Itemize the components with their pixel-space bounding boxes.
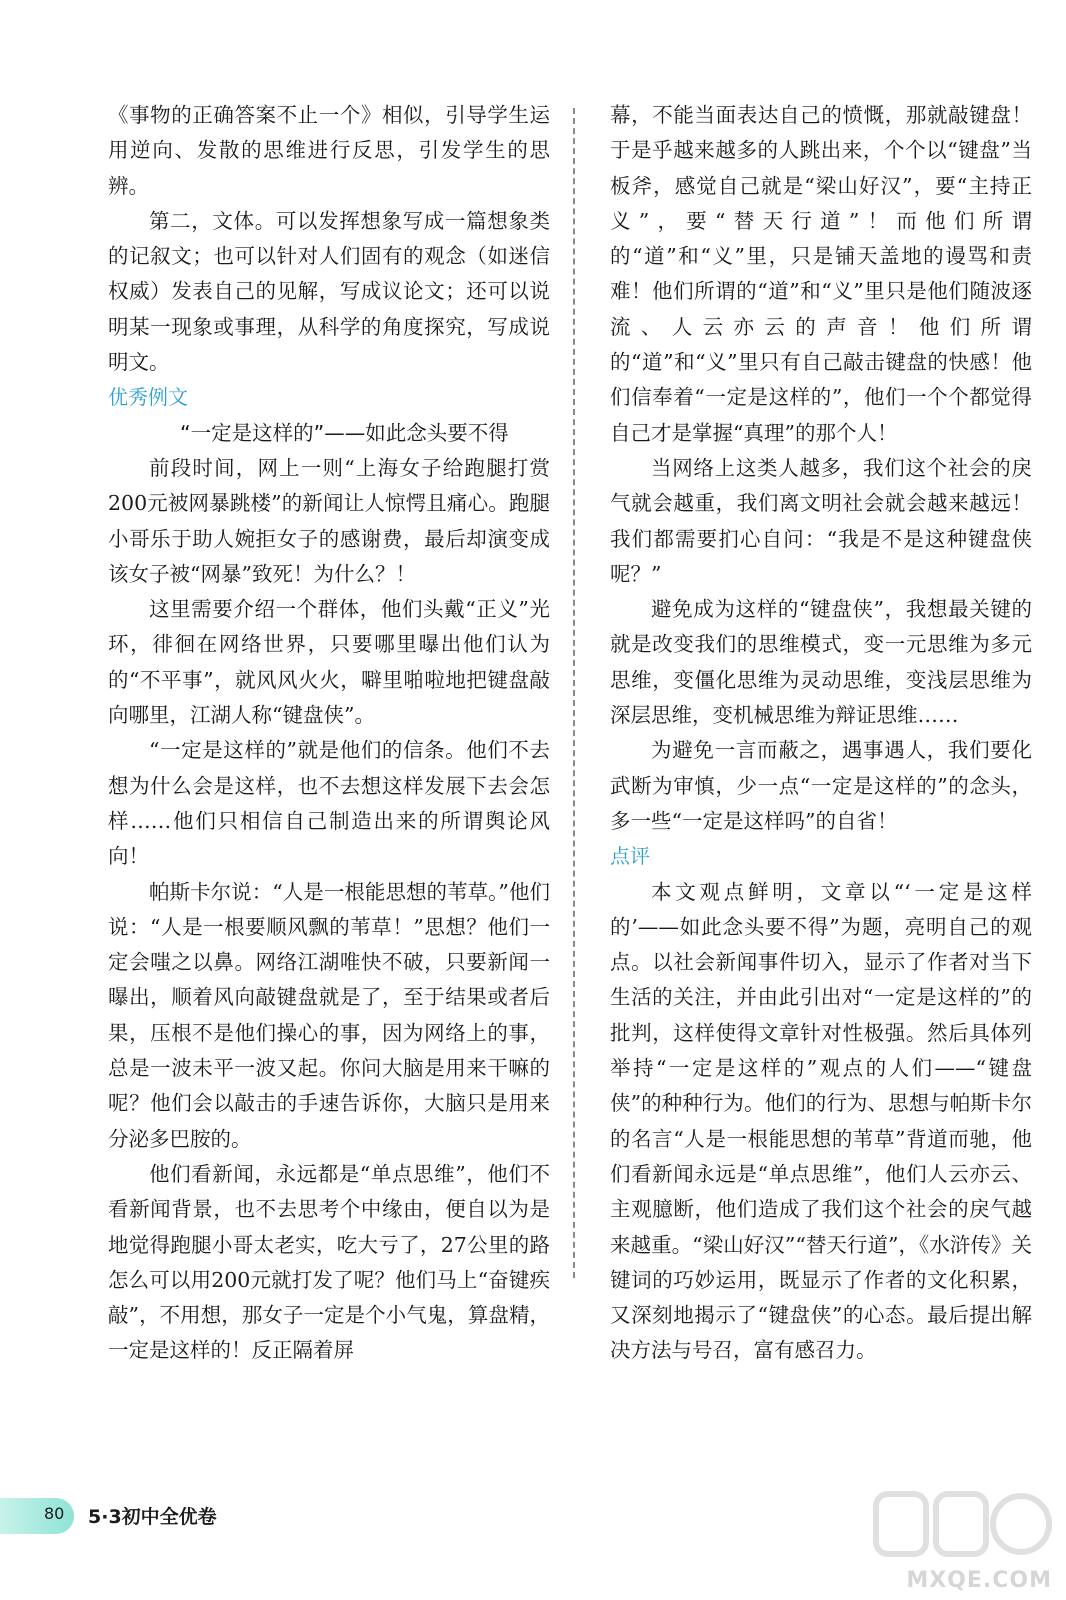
comment-heading: 点评 [610,844,650,869]
essay-paragraph-8: 为避免一言而蔽之，遇事遇人，我们要化武断为审慎，少一点“一定是这样的”的念头，多一些“一定是这样吗”的自省！ [610,738,1032,833]
book-title: 5·3初中全优卷 [88,1506,217,1528]
genre-paragraph: 第二，文体。可以发挥想象写成一篇想象类的记叙文；也可以针对人们固有的观念（如迷信权威）发表自己的见解，写成议论文；还可以说明某一现象或事理，从科学的角度探究，写成说明文。 [108,208,550,375]
essay-paragraph-1: 前段时间，网上一则“上海女子给跑腿打赏200元被网暴跳楼”的新闻让人惊愕且痛心。跑腿小哥乐于助人婉拒女子的感谢费，最后却演变成该女子被“网暴”致死！为什么？！ [108,455,550,586]
watermark-text: MXQE.COM [906,1568,1052,1593]
comment-paragraph: 本文观点鲜明，文章以“‘一定是这样的’——如此念头要不得”为题，亮明自己的观点。以社会新闻事件切入，显示了作者对当下生活的关注，并由此引出对“一定是这样的”的批判，这样使得文章针对性极强。然后具体列举持“一定是这样的”观点的人们——“键盘侠”的种种行为。他们的行为、思想与帕斯卡尔的名言“人是一根能思想的苇草”背道而驰，他们看新闻永远是“单点思维”，他们人云亦云、主观臆断，他们造成了我们这个社会的戾气越来越重。“梁山好汉”“替天行道”，《水浒传》关键词的巧妙运用，既显示了作者的文化积累，又深刻地揭示了“键盘侠”的心态。最后提出解决方法与号召，富有感召力。 [610,879,1032,1363]
essay-paragraph-2: 这里需要介绍一个群体，他们头戴“正义”光环，徘徊在网络世界，只要哪里曝出他们认为的“不平事”，就风风火火，噼里啪啦地把键盘敲向哪里，江湖人称“键盘侠”。 [108,597,550,728]
right-column [610,98,1032,1369]
page-footer [0,1498,420,1538]
intro-paragraph: 《事物的正确答案不止一个》相似，引导学生运用逆向、发散的思维进行反思，引发学生的思辨。 [108,103,550,198]
essay-paragraph-7: 避免成为这样的“键盘侠”，我想最关键的就是改变我们的思维模式，变一元思维为多元思维，变僵化思维为灵动思维，变浅层思维为深层思维，变机械思维为辩证思维…… [610,597,1032,728]
page-number: 80 [44,1504,65,1523]
essay-paragraph-6: 当网络上这类人越多，我们这个社会的戾气就会越重，我们离文明社会就会越来越远！我们都需要扪心自问：“我是不是这种键盘侠呢？” [610,455,1032,586]
essay-paragraph-3: “一定是这样的”就是他们的信条。他们不去想为什么会是这样，也不去想这样发展下去会怎样……他们只相信自己制造出来的所谓舆论风向！ [108,738,550,869]
essay-paragraph-5: 他们看新闻，永远都是“单点思维”，他们不看新闻背景，也不去思考个中缘由，便自以为是地觉得跑腿小哥太老实，吃大亏了，27公里的路怎么可以用200元就打发了呢？他们马上“奋键疾敲”，不用想，那女子一定是个小气鬼，算盘精，一定是这样的！反正隔着屏 [108,1161,550,1363]
left-column [108,98,550,1369]
sample-essay-heading: 优秀例文 [108,385,188,410]
essay-paragraph-4: 帕斯卡尔说：“人是一根能思想的苇草。”他们说：“人是一根要顺风飘的苇草！”思想？他们一定会嗤之以鼻。网络江湖唯快不破，只要新闻一曝出，顺着风向敲键盘就是了，至于结果或者后果，压根不是他们操心的事，因为网络上的事，总是一波未平一波又起。你问大脑是用来干嘛的呢？他们会以敲击的手速告诉你，大脑只是用来分泌多巴胺的。 [108,879,550,1151]
essay-paragraph-5-continued: 幕，不能当面表达自己的愤慨，那就敲键盘！于是乎越来越多的人跳出来，个个以“键盘”当板斧，感觉自己就是“梁山好汉”，要“主持正义”，要“替天行道”！而他们所谓的“道”和“义”里，只是铺天盖地的谩骂和责难！他们所谓的“道”和“义”里只是他们随波逐流、人云亦云的声音！他们所谓的“道”和“义”里只有自己敲击键盘的快感！他们信奉着“一定是这样的”，他们一个个都觉得自己才是掌握“真理”的那个人！ [610,103,1032,445]
column-divider [573,108,575,1278]
essay-title: “一定是这样的”——如此念头要不得 [180,420,509,445]
